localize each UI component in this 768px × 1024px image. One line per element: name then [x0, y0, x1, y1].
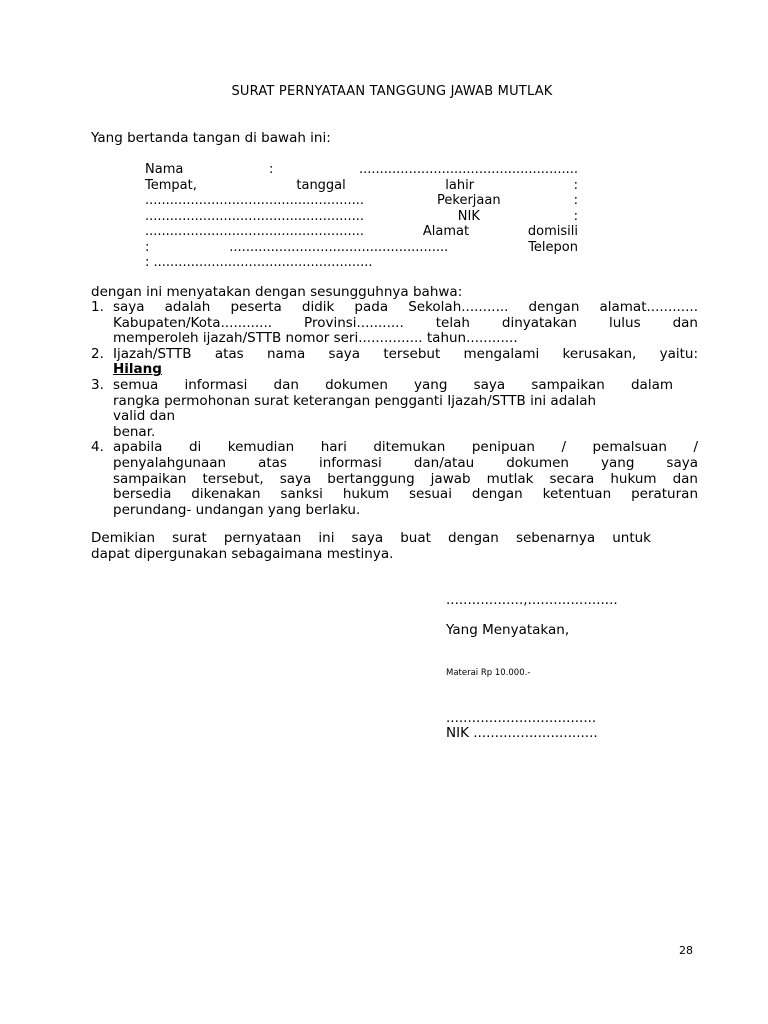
signature-place-date: ..................,..................... [446, 592, 618, 608]
item-line: apabila di kemudian hari ditemukan penipuan / pemalsuan / [113, 439, 698, 456]
identity-line: ..................................................... Pekerjaan : [145, 193, 578, 208]
list-item [91, 300, 698, 347]
identity-line: Nama : ..................................................... [145, 162, 578, 177]
identity-line: ..................................................... Alamat domisili [145, 224, 578, 239]
signature-nik: NIK ............................. [446, 725, 598, 741]
closing-line: dapat dipergunakan sebagaimana mestinya. [91, 546, 394, 562]
page-number: 28 [679, 944, 693, 957]
damage-type-emphasis: Hilang [113, 361, 162, 378]
item-number: 2. [91, 345, 104, 362]
item-line: memperoleh ijazah/STTB nomor seri............... tahun............ [113, 330, 518, 347]
closing-line: Demikian surat pernyataan ini saya buat dengan sebenarnya untuk [91, 530, 651, 546]
signature-declarant: Yang Menyatakan, [446, 622, 570, 638]
item-line: semua informasi dan dokumen yang saya sampaikan dalam [113, 376, 673, 393]
identity-line: ..................................................... NIK : [145, 208, 578, 224]
document-title: SURAT PERNYATAAN TANGGUNG JAWAB MUTLAK [231, 84, 553, 99]
item-line: penyalahgunaan atas informasi dan/atau dokumen yang saya [113, 454, 698, 471]
item-line: rangka permohonan surat keterangan pengganti Ijazah/STTB ini adalah [113, 392, 597, 409]
list-item [91, 440, 698, 518]
identity-line: Tempat, tanggal lahir : [145, 177, 578, 193]
signature-name-line: ................................... [446, 710, 597, 726]
item-line: valid dan [113, 408, 176, 425]
item-line: Ijazah/STTB atas nama saya tersebut mengalami kerusakan, yaitu: [113, 345, 698, 362]
closing-paragraph [91, 530, 651, 562]
identity-block [145, 162, 578, 271]
identity-line: : ..................................................... Telepon [145, 239, 578, 255]
list-item [91, 378, 698, 440]
item-line: saya adalah peserta didik pada Sekolah........... dengan alamat............ [113, 299, 698, 315]
identity-line: : ..................................................... [145, 255, 373, 270]
item-number: 3. [91, 376, 104, 393]
item-line: benar. [113, 423, 156, 440]
item-line: perundang- undangan yang berlaku. [113, 501, 361, 518]
meterai-label: Materai Rp 10.000.- [446, 668, 531, 678]
item-line: Kabupaten/Kota............ Provinsi........... telah dinyatakan lulus dan [113, 314, 698, 331]
item-line: bersedia dikenakan sanksi hukum sesuai dengan ketentuan peraturan [113, 486, 698, 503]
statement-list [91, 300, 698, 518]
item-number: 1. [91, 299, 104, 315]
list-item [91, 347, 698, 378]
intro-text: Yang bertanda tangan di bawah ini: [91, 130, 331, 146]
statement-intro: dengan ini menyatakan dengan sesungguhnya bahwa: [91, 284, 463, 300]
item-number: 4. [91, 439, 104, 456]
item-line: sampaikan tersebut, saya bertanggung jawab mutlak secara hukum dan [113, 470, 698, 487]
